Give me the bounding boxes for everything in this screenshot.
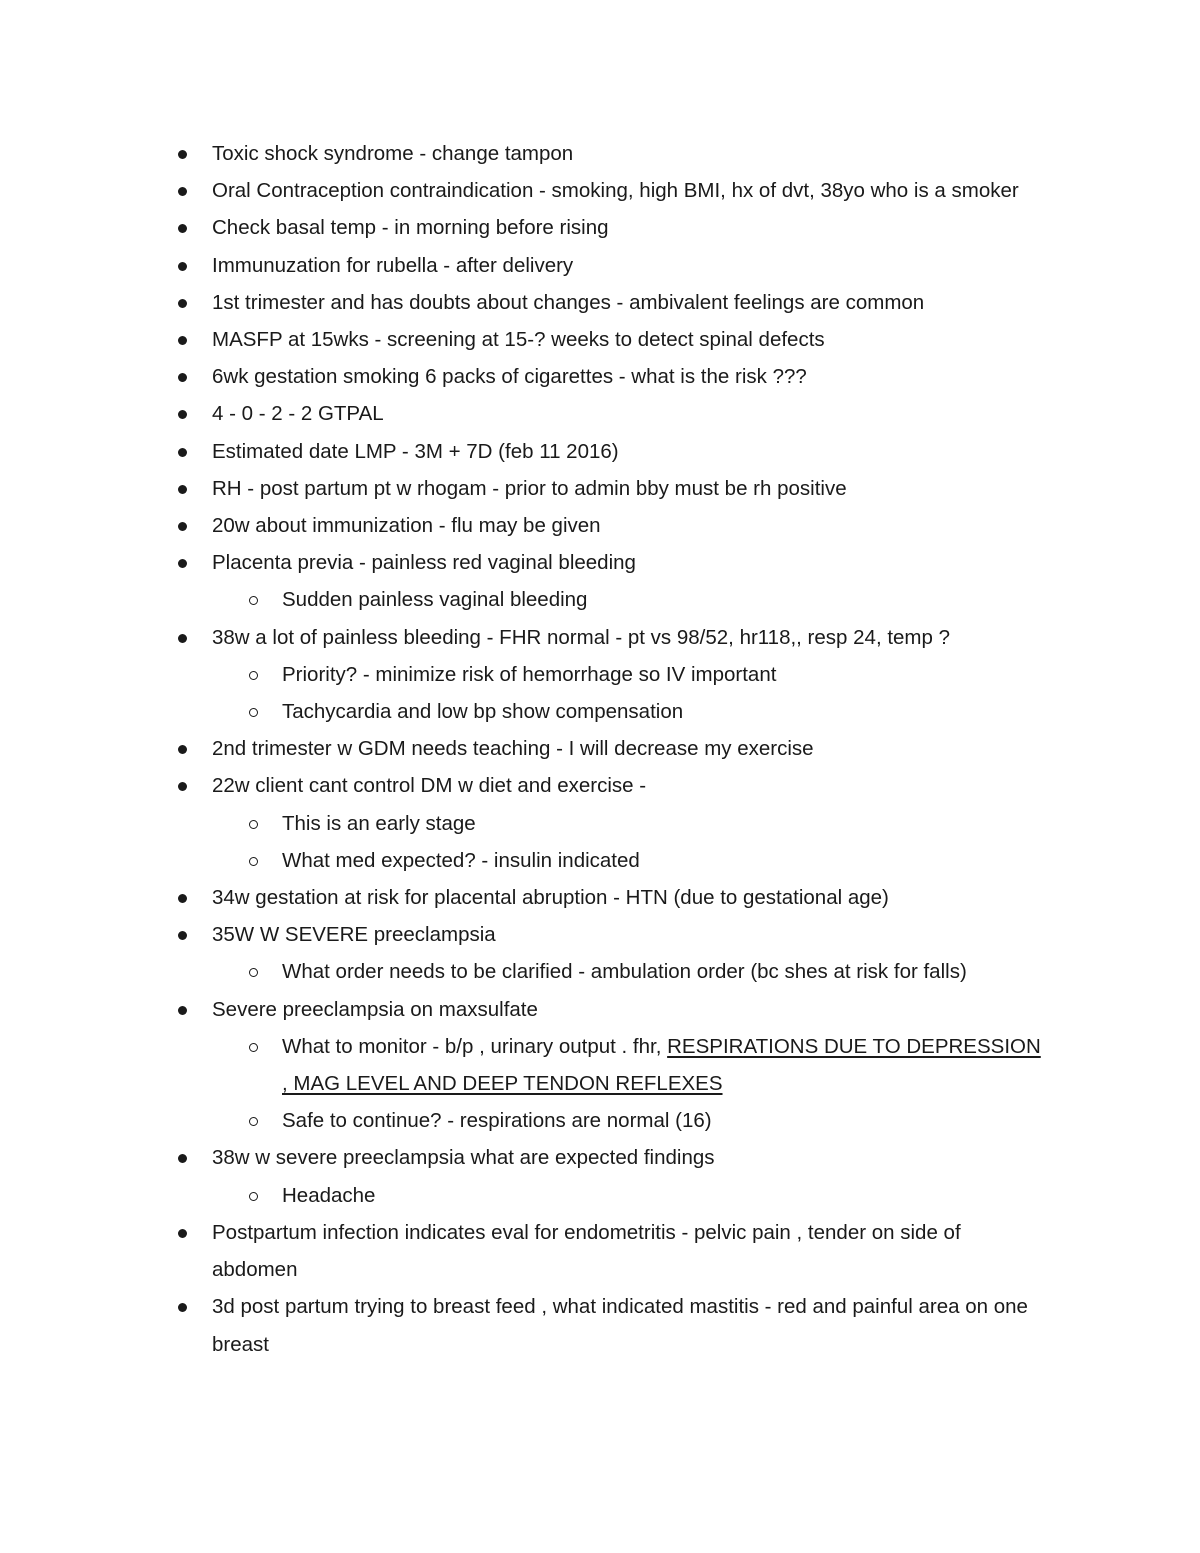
bullet-dot-icon — [178, 1303, 187, 1312]
list-item — [0, 433, 1042, 470]
list-item — [0, 284, 1042, 321]
notes-list — [0, 135, 1200, 1363]
list-item-text: RH - post partum pt w rhogam - prior to admin bby must be rh positive — [212, 476, 847, 500]
list-item-text: 38w w severe preeclampsia what are expected findings — [212, 1146, 715, 1170]
bullet-dot-icon — [178, 224, 187, 233]
list-item — [0, 358, 1042, 395]
list-item — [0, 544, 1042, 581]
bullet-dot-icon — [178, 485, 187, 494]
sub-list-item — [0, 1177, 1042, 1214]
bullet-circle-icon — [249, 968, 258, 977]
list-item-text: 4 - 0 - 2 - 2 GTPAL — [212, 402, 384, 426]
bullet-circle-icon — [249, 596, 258, 605]
sub-list-item — [0, 1028, 1042, 1102]
list-item — [0, 507, 1042, 544]
list-item-text: Postpartum infection indicates eval for endometritis - pelvic pain , tender on side of abdomen — [212, 1220, 961, 1282]
sub-list-item — [0, 693, 1042, 730]
bullet-circle-icon — [249, 820, 258, 829]
list-item — [0, 470, 1042, 507]
list-item-text: What med expected? - insulin indicated — [282, 848, 640, 872]
bullet-circle-icon — [249, 857, 258, 866]
list-item-text: 2nd trimester w GDM needs teaching - I will decrease my exercise — [212, 737, 814, 761]
list-item — [0, 247, 1042, 284]
bullet-dot-icon — [178, 448, 187, 457]
list-item — [0, 916, 1042, 953]
list-item-text: Safe to continue? - respirations are normal (16) — [282, 1109, 712, 1133]
list-item — [0, 1288, 1042, 1362]
list-item-text: 6wk gestation smoking 6 packs of cigarettes - what is the risk ??? — [212, 365, 807, 389]
bullet-dot-icon — [178, 931, 187, 940]
sub-list-item — [0, 842, 1042, 879]
list-item-text: 1st trimester and has doubts about changes - ambivalent feelings are common — [212, 290, 925, 314]
sub-list-item — [0, 581, 1042, 618]
list-item — [0, 879, 1042, 916]
list-item-text: Headache — [282, 1183, 376, 1207]
bullet-circle-icon — [249, 1043, 258, 1052]
list-item-text: MASFP at 15wks - screening at 15-? weeks to detect spinal defects — [212, 328, 825, 352]
list-item — [0, 730, 1042, 767]
list-item-text: Tachycardia and low bp show compensation — [282, 700, 684, 724]
bullet-dot-icon — [178, 150, 187, 159]
bullet-dot-icon — [178, 262, 187, 271]
sub-list-item — [0, 656, 1042, 693]
list-item-text: This is an early stage — [282, 811, 476, 835]
list-item — [0, 209, 1042, 246]
list-item-text: What to monitor - b/p , urinary output . fhr, — [282, 1034, 668, 1058]
list-item-text: Check basal temp - in morning before rising — [212, 216, 609, 240]
list-item-emphasis: RESPIRATIONS DUE TO DEPRESSION , MAG LEVEL AND DEEP TENDON REFLEXES — [282, 1034, 1041, 1096]
list-item-text: 34w gestation at risk for placental abruption - HTN (due to gestational age) — [212, 886, 889, 910]
list-item-text: Placenta previa - painless red vaginal bleeding — [212, 551, 636, 575]
list-item — [0, 991, 1042, 1028]
bullet-dot-icon — [178, 373, 187, 382]
sub-list-item — [0, 953, 1042, 990]
list-item-text: 3d post partum trying to breast feed , what indicated mastitis - red and painful area on one breast — [212, 1295, 1028, 1356]
bullet-dot-icon — [178, 1006, 187, 1015]
list-item — [0, 321, 1042, 358]
list-item — [0, 619, 1042, 656]
list-item — [0, 135, 1042, 172]
list-item-text: 20w about immunization - flu may be given — [212, 514, 601, 538]
list-item-text: Immunuzation for rubella - after delivery — [212, 253, 574, 277]
bullet-circle-icon — [249, 1192, 258, 1201]
bullet-circle-icon — [249, 708, 258, 717]
bullet-dot-icon — [178, 782, 187, 791]
bullet-circle-icon — [249, 671, 258, 680]
list-item — [0, 172, 1042, 209]
list-item-text: 22w client cant control DM w diet and exercise - — [212, 774, 647, 798]
bullet-dot-icon — [178, 634, 187, 643]
bullet-dot-icon — [178, 299, 187, 308]
bullet-dot-icon — [178, 745, 187, 754]
bullet-dot-icon — [178, 410, 187, 419]
list-item — [0, 395, 1042, 432]
bullet-circle-icon — [249, 1117, 258, 1126]
list-item — [0, 1139, 1042, 1176]
bullet-dot-icon — [178, 522, 187, 531]
list-item-text: 35W W SEVERE preeclampsia — [212, 923, 496, 947]
sub-list-item — [0, 805, 1042, 842]
list-item-text: What order needs to be clarified - ambulation order (bc shes at risk for falls) — [282, 960, 967, 984]
list-item — [0, 767, 1042, 804]
list-item — [0, 1214, 1042, 1288]
bullet-dot-icon — [178, 1229, 187, 1238]
list-item-text: Toxic shock syndrome - change tampon — [212, 142, 574, 165]
bullet-dot-icon — [178, 1154, 187, 1163]
list-item-text: Priority? - minimize risk of hemorrhage so IV important — [282, 662, 777, 686]
list-item-text: Estimated date LMP - 3M + 7D (feb 11 2016) — [212, 439, 619, 463]
list-item-text: Sudden painless vaginal bleeding — [282, 588, 588, 612]
bullet-dot-icon — [178, 187, 187, 196]
list-item-text: 38w a lot of painless bleeding - FHR normal - pt vs 98/52, hr118,, resp 24, temp ? — [212, 625, 950, 649]
bullet-dot-icon — [178, 336, 187, 345]
list-item-text: Oral Contraception contraindication - smoking, high BMI, hx of dvt, 38yo who is a smoker — [212, 179, 1019, 203]
bullet-dot-icon — [178, 894, 187, 903]
list-item-text: Severe preeclampsia on maxsulfate — [212, 997, 538, 1021]
bullet-dot-icon — [178, 559, 187, 568]
sub-list-item — [0, 1102, 1042, 1139]
